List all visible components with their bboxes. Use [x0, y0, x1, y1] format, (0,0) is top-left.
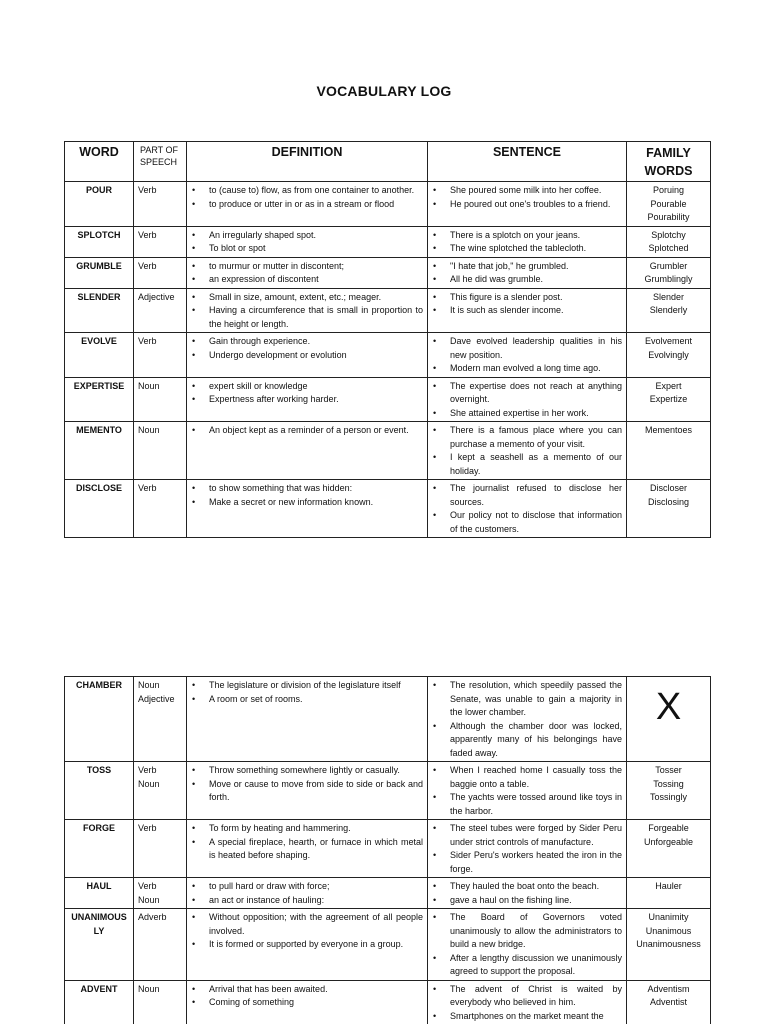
header-part-of-speech: PART OF SPEECH [134, 142, 187, 182]
header-definition: DEFINITION [187, 142, 428, 182]
word-text: CHAMBER [76, 680, 122, 690]
table-row [65, 333, 711, 378]
definition-cell [187, 820, 428, 878]
definition-list [191, 335, 423, 362]
family-words-cell [627, 480, 711, 538]
family-words-cell [627, 257, 711, 288]
definition-item: • The legislature or division of the legislature itself [191, 679, 423, 693]
definition-item: • expert skill or knowledge [191, 380, 423, 394]
part-of-speech-text: Verb [138, 483, 157, 493]
family-word: Hauler [655, 881, 682, 891]
sentence-item: • Dave evolved leadership qualities in his new position. [432, 335, 622, 362]
sentence-cell [428, 288, 627, 333]
table-row [65, 182, 711, 227]
definition-list [191, 184, 423, 211]
sentence-item: • After a lengthy discussion we unanimously agreed to support the proposal. [432, 952, 622, 979]
definition-item: • Without opposition; with the agreement of all people involved. [191, 911, 423, 938]
sentence-item: • The resolution, which speedily passed the Senate, was unable to gain a majority in the lower chamber. [432, 679, 622, 720]
word-text: GRUMBLE [76, 260, 122, 271]
word-text: FORGE [82, 823, 115, 833]
definition-item: • an act or instance of hauling: [191, 894, 423, 908]
sentence-cell [428, 377, 627, 422]
sentence-item: • I kept a seashell as a memento of our holiday. [432, 451, 622, 478]
sentence-list [432, 424, 622, 478]
family-word: Unanimity [648, 912, 689, 922]
family-word: Slender [652, 291, 685, 302]
sentence-item: • There is a famous place where you can purchase a memento of your visit. [432, 424, 622, 451]
part-of-speech-cell [134, 422, 187, 480]
sentence-item: • The advent of Christ is waited by everybody who believed in him. [432, 983, 622, 1010]
word-text: SPLOTCH [77, 229, 121, 240]
part-of-speech-cell [134, 182, 187, 227]
sentence-item: • It is such as slender income. [432, 304, 622, 318]
definition-cell [187, 878, 428, 909]
definition-item: • Throw something somewhere lightly or casually. [191, 764, 423, 778]
family-word: Tosser [655, 765, 682, 775]
word-text: LY [93, 925, 105, 936]
definition-cell [187, 257, 428, 288]
table-row [65, 226, 711, 257]
word-cell [65, 422, 134, 480]
sentence-cell [428, 257, 627, 288]
table-2-body [65, 677, 711, 1024]
word-cell [65, 820, 134, 878]
definition-list [191, 764, 423, 805]
definition-item: • Expertness after working harder. [191, 393, 423, 407]
sentence-cell [428, 980, 627, 1024]
sentence-cell [428, 909, 627, 981]
definition-cell [187, 480, 428, 538]
part-of-speech-cell [134, 480, 187, 538]
definition-cell [187, 909, 428, 981]
definition-item: • Gain through experience. [191, 335, 423, 349]
sentence-list [432, 291, 622, 318]
family-words-cell [627, 226, 711, 257]
sentence-cell [428, 820, 627, 878]
definition-cell [187, 422, 428, 480]
definition-cell [187, 677, 428, 762]
sentence-item: • She attained expertise in her work. [432, 407, 622, 421]
part-of-speech-cell [134, 820, 187, 878]
definition-item: • Undergo development or evolution [191, 349, 423, 363]
sentence-list [432, 184, 622, 211]
sentence-item: • The yachts were tossed around like toys in the harbor. [432, 791, 622, 818]
part-of-speech-text: Noun [138, 425, 160, 435]
definition-cell [187, 226, 428, 257]
header-family-words: FAMILY WORDS [627, 142, 711, 182]
definition-item: • A room or set of rooms. [191, 693, 423, 707]
table-row [65, 480, 711, 538]
sentence-cell [428, 480, 627, 538]
table-row [65, 820, 711, 878]
word-text: DISCLOSE [75, 483, 122, 493]
sentence-cell [428, 182, 627, 227]
word-text: ADVENT [80, 983, 118, 994]
family-word: Expert [655, 380, 682, 391]
definition-item: • A special fireplace, hearth, or furnace in which metal is heated before shaping. [191, 836, 423, 863]
sentence-list [432, 822, 622, 876]
definition-cell [187, 182, 428, 227]
family-words-cell [627, 980, 711, 1024]
family-word: Mementoes [644, 425, 693, 435]
part-of-speech-text: Noun [138, 380, 160, 391]
family-word: Tossing [653, 778, 684, 789]
part-of-speech-text: Noun [138, 778, 160, 789]
word-text: TOSS [86, 765, 112, 775]
sentence-item: • "I hate that job," he grumbled. [432, 260, 622, 274]
part-of-speech-text: Noun [138, 894, 160, 905]
sentence-list [432, 764, 622, 818]
sentence-item: • She poured some milk into her coffee. [432, 184, 622, 198]
part-of-speech-cell [134, 377, 187, 422]
word-cell [65, 182, 134, 227]
word-text: MEMENTO [76, 425, 122, 435]
sentence-list [432, 335, 622, 376]
sentence-cell [428, 422, 627, 480]
family-word: Disclosing [647, 496, 689, 507]
word-cell [65, 288, 134, 333]
sentence-item: • Modern man evolved a long time ago. [432, 362, 622, 376]
family-word: Unanimous [645, 925, 692, 936]
definition-list [191, 291, 423, 332]
definition-cell [187, 980, 428, 1024]
family-word: Forgeable [648, 823, 689, 833]
definition-item: • It is formed or supported by everyone in a group. [191, 938, 423, 952]
definition-item: • Arrival that has been awaited. [191, 983, 423, 997]
sentence-item: • Although the chamber door was locked, apparently many of his belongings have faded away. [432, 720, 622, 761]
table-row [65, 422, 711, 480]
word-cell [65, 333, 134, 378]
sentence-item: • When I reached home I casually toss the baggie onto a table. [432, 764, 622, 791]
word-cell [65, 677, 134, 762]
family-word: Discloser [649, 483, 687, 493]
sentence-cell [428, 333, 627, 378]
definition-cell [187, 288, 428, 333]
sentence-item: • Our policy not to disclose that information of the customers. [432, 509, 622, 536]
family-word: Pourable [650, 198, 687, 209]
definition-list [191, 911, 423, 952]
family-words-cell [627, 677, 711, 762]
table-row [65, 677, 711, 762]
part-of-speech-text: Verb [138, 823, 157, 833]
definition-item: • to pull hard or draw with force; [191, 880, 423, 894]
family-words-cell [627, 377, 711, 422]
page-title: VOCABULARY LOG [316, 83, 452, 99]
family-word: Splotchy [651, 229, 686, 240]
sentence-item: • Sider Peru's workers heated the iron in the forge. [432, 849, 622, 876]
part-of-speech-text: Adverb [138, 912, 167, 922]
definition-item: • To form by heating and hammering. [191, 822, 423, 836]
word-text: SLENDER [77, 291, 121, 302]
definition-item: • to show something that was hidden: [191, 482, 423, 496]
definition-item: • Move or cause to move from side to side or back and forth. [191, 778, 423, 805]
table-1-body [65, 182, 711, 538]
sentence-item: • They hauled the boat onto the beach. [432, 880, 622, 894]
family-word: Grumbler [649, 260, 688, 271]
part-of-speech-text: Noun [138, 983, 160, 994]
definition-list [191, 380, 423, 407]
part-of-speech-text: Verb [138, 185, 157, 195]
definition-list [191, 679, 423, 706]
table-row [65, 878, 711, 909]
word-cell [65, 226, 134, 257]
sentence-item: • The steel tubes were forged by Sider Peru under strict controls of manufacture. [432, 822, 622, 849]
table-row [65, 909, 711, 981]
definition-item: • Coming of something [191, 996, 423, 1010]
family-words-cell [627, 182, 711, 227]
family-word: Evolvingly [648, 349, 689, 360]
table-row [65, 762, 711, 820]
definition-item: • Make a secret or new information known. [191, 496, 423, 510]
part-of-speech-text: Verb [138, 881, 157, 891]
family-word: Grumblingly [644, 274, 693, 284]
family-word: Slenderly [649, 305, 688, 315]
definition-list [191, 482, 423, 509]
family-words-cell [627, 422, 711, 480]
sentence-item: • The wine splotched the tablecloth. [432, 242, 622, 256]
sentence-list [432, 679, 622, 760]
sentence-item: • The expertise does not reach at anything overnight. [432, 380, 622, 407]
definition-list [191, 260, 423, 287]
family-word: Unanimousness [636, 939, 701, 949]
definition-item: • To blot or spot [191, 242, 423, 256]
table-row [65, 288, 711, 333]
part-of-speech-text: Verb [138, 260, 157, 271]
word-cell [65, 377, 134, 422]
sentence-list [432, 911, 622, 979]
part-of-speech-text: Noun [138, 680, 160, 690]
part-of-speech-cell [134, 226, 187, 257]
part-of-speech-text: Verb [138, 336, 157, 346]
definition-cell [187, 377, 428, 422]
family-word: Tossingly [649, 792, 687, 802]
part-of-speech-cell [134, 333, 187, 378]
word-text: POUR [85, 185, 112, 195]
family-word: Adventist [649, 997, 688, 1007]
word-cell [65, 909, 134, 981]
sentence-item: • The Board of Governors voted unanimously to allow the administrators to build a new bridge. [432, 911, 622, 952]
definition-item: • An object kept as a reminder of a person or event. [191, 424, 423, 438]
sentence-cell [428, 762, 627, 820]
family-words-cell [627, 878, 711, 909]
definition-list [191, 229, 423, 256]
family-word: Poruing [652, 185, 685, 195]
definition-item: • an expression of discontent [191, 273, 423, 287]
word-cell [65, 980, 134, 1024]
x-mark: X [655, 686, 682, 728]
part-of-speech-text: Verb [138, 765, 157, 775]
part-of-speech-cell [134, 878, 187, 909]
definition-list [191, 983, 423, 1010]
family-words-cell [627, 333, 711, 378]
family-words-cell [627, 909, 711, 981]
word-cell [65, 480, 134, 538]
word-text: EVOLVE [81, 336, 117, 346]
sentence-item: • There is a splotch on your jeans. [432, 229, 622, 243]
part-of-speech-cell [134, 257, 187, 288]
family-word: Pourability [647, 212, 690, 222]
sentence-item: • All he did was grumble. [432, 273, 622, 287]
definition-item: • Having a circumference that is small in proportion to the height or length. [191, 304, 423, 331]
header-word: WORD [65, 142, 134, 182]
sentence-item: • This figure is a slender post. [432, 291, 622, 305]
part-of-speech-cell [134, 288, 187, 333]
definition-item: • to murmur or mutter in discontent; [191, 260, 423, 274]
family-words-cell [627, 820, 711, 878]
sentence-list [432, 260, 622, 287]
family-words-cell [627, 288, 711, 333]
word-text: UNANIMOUS [71, 912, 127, 922]
family-word: Unforgeable [643, 836, 694, 847]
definition-cell [187, 762, 428, 820]
table-row [65, 980, 711, 1024]
sentence-item: • He poured out one's troubles to a friend. [432, 198, 622, 212]
table-row [65, 257, 711, 288]
sentence-cell [428, 878, 627, 909]
sentence-list [432, 880, 622, 907]
header-sentence: SENTENCE [428, 142, 627, 182]
family-word: Evolvement [644, 336, 693, 346]
vocabulary-table-1 [64, 141, 711, 538]
word-cell [65, 257, 134, 288]
definition-cell [187, 333, 428, 378]
family-word: Splotched [648, 243, 689, 253]
definition-list [191, 880, 423, 907]
part-of-speech-cell [134, 762, 187, 820]
word-cell [65, 762, 134, 820]
word-text: HAUL [86, 881, 112, 891]
definition-item: • Small in size, amount, extent, etc.; meager. [191, 291, 423, 305]
definition-item: • An irregularly shaped spot. [191, 229, 423, 243]
part-of-speech-text: Adjective [138, 693, 175, 704]
definition-item: • to (cause to) flow, as from one container to another. [191, 184, 423, 198]
sentence-item: • gave a haul on the fishing line. [432, 894, 622, 908]
definition-item: • to produce or utter in or as in a stream or flood [191, 198, 423, 212]
definition-list [191, 424, 423, 438]
sentence-cell [428, 226, 627, 257]
sentence-item: • The journalist refused to disclose her sources. [432, 482, 622, 509]
family-word: Expertize [649, 394, 688, 404]
family-words-cell [627, 762, 711, 820]
sentence-item: • Smartphones on the market meant the [432, 1010, 622, 1024]
sentence-list [432, 229, 622, 256]
definition-list [191, 822, 423, 863]
part-of-speech-text: Verb [138, 229, 157, 240]
vocabulary-table-2 [64, 676, 711, 1024]
sentence-list [432, 482, 622, 536]
part-of-speech-cell [134, 677, 187, 762]
sentence-list [432, 983, 622, 1024]
part-of-speech-cell [134, 909, 187, 981]
family-word: Adventism [647, 983, 690, 994]
sentence-cell [428, 677, 627, 762]
word-cell [65, 878, 134, 909]
table-row [65, 377, 711, 422]
part-of-speech-cell [134, 980, 187, 1024]
part-of-speech-text: Adjective [138, 291, 175, 302]
table-header-row [65, 142, 711, 182]
word-text: EXPERTISE [73, 380, 125, 391]
sentence-list [432, 380, 622, 421]
